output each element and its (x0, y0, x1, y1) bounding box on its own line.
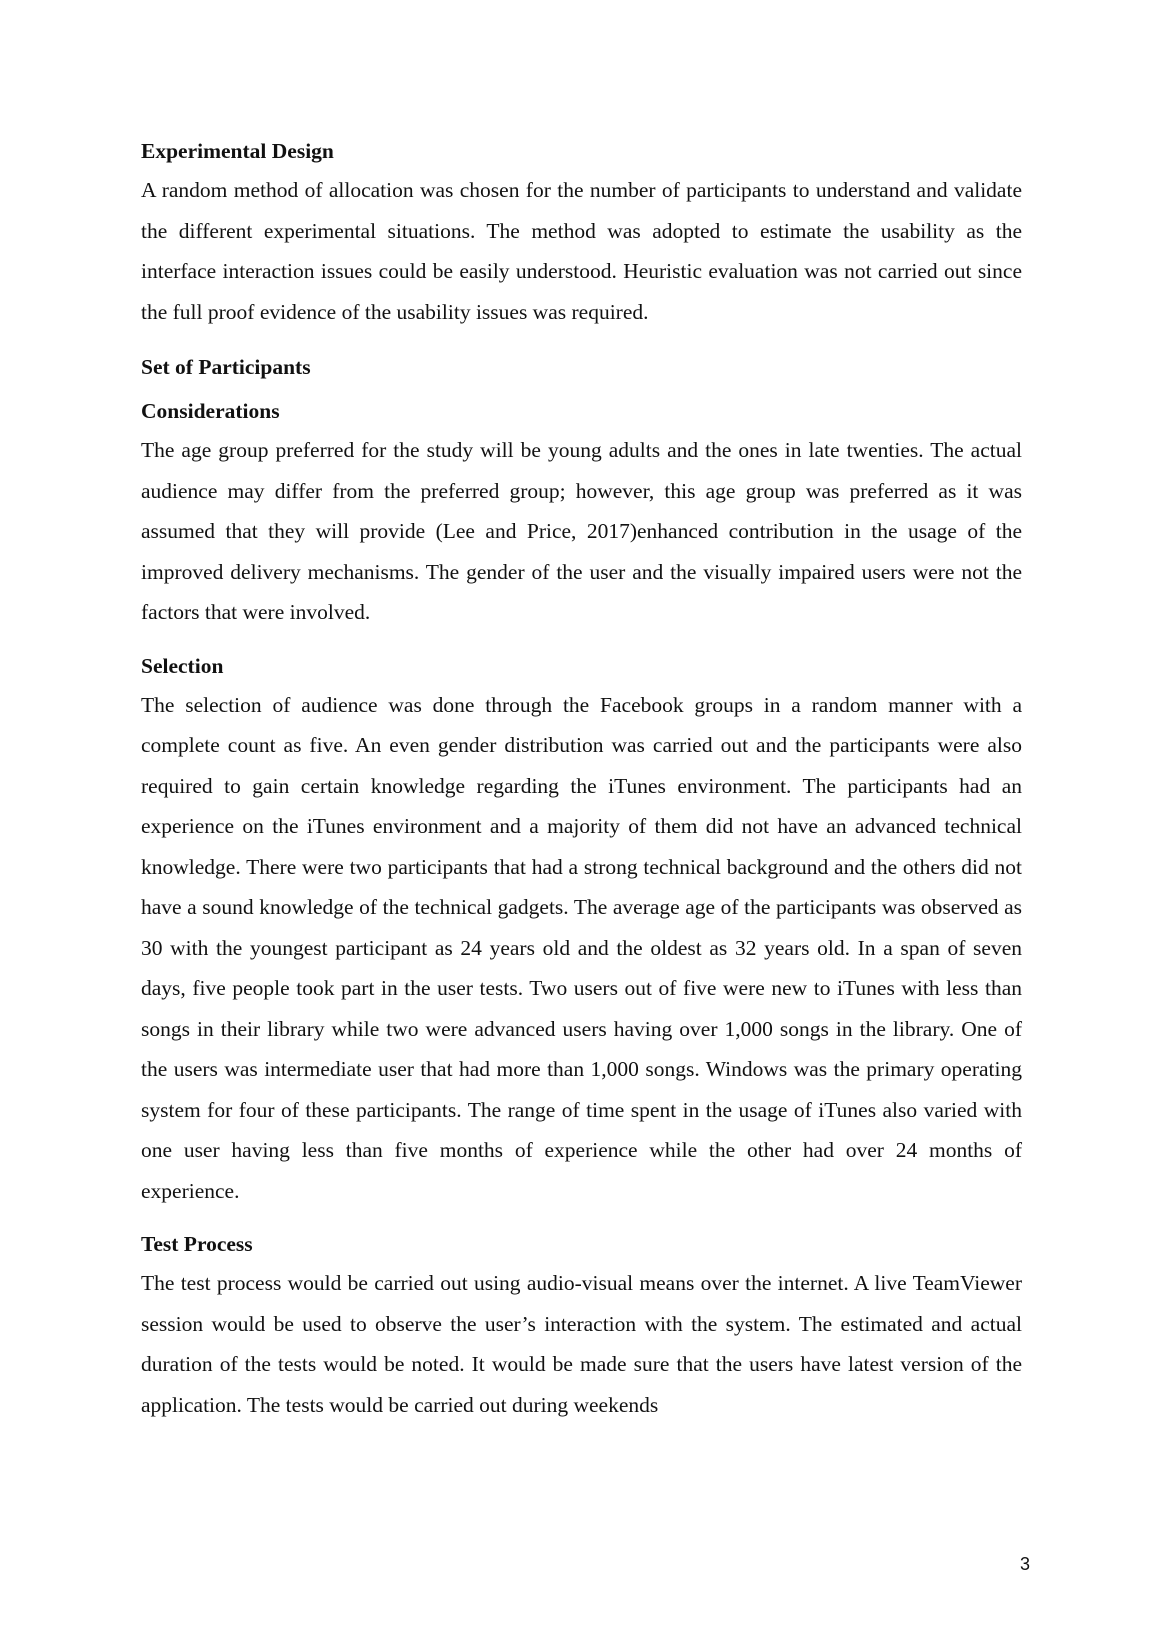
heading-experimental-design: Experimental Design (141, 139, 334, 163)
heading-considerations: Considerations (141, 399, 280, 423)
heading-set-of-participants: Set of Participants (141, 355, 311, 379)
paragraph-selection: The selection of audience was done through the Facebook groups in a random manner with a complete count as five. An even gender distribution was carried out and the participants were also required to gain certain knowledge regarding the iTunes environment. The participants had an experience on the iTunes environment and a majority of them did not have an advanced technical knowledge. There were two participants that had a strong technical background and the others did not have a sound knowledge of the technical gadgets. The average age of the participants was observed as 30 with the youngest participant as 24 years old and the oldest as 32 years old. In a span of seven days, five people took part in the user tests. Two users out of five were new to iTunes with less than songs in their library while two were advanced users having over 1,000 songs in the library. One of the users was intermediate user that had more than 1,000 songs. Windows was the primary operating system for four of these participants. The range of time spent in the usage of iTunes also varied with one user having less than five months of experience while the other had over 24 months of experience. (141, 692, 1022, 1203)
paragraph-considerations: The age group preferred for the study will be young adults and the ones in late twenties. The actual audience may differ from the preferred group; however, this age group was preferred as it was assumed that they will provide (Lee and Price, 2017)enhanced contribution in the usage of the improved delivery mechanisms. The gender of the user and the visually impaired users were not the factors that were involved. (141, 438, 1022, 624)
document-body (141, 136, 1022, 1425)
page-number: 3 (1019, 1554, 1030, 1574)
heading-selection: Selection (141, 653, 224, 678)
heading-test-process: Test Process (141, 1232, 253, 1256)
paragraph-test-process: The test process would be carried out using audio-visual means over the internet. A live TeamViewer session would be used to observe the user’s interaction with the system. The estimated and actual duration of the tests would be noted. It would be made sure that the users have latest version of the application. The tests would be carried out during weekends (141, 1271, 1022, 1417)
paragraph-experimental-design: A random method of allocation was chosen for the number of participants to understand and validate the different experimental situations. The method was adopted to estimate the usability as the interface interaction issues could be easily understood. Heuristic evaluation was not carried out since the full proof evidence of the usability issues was required. (141, 178, 1022, 324)
